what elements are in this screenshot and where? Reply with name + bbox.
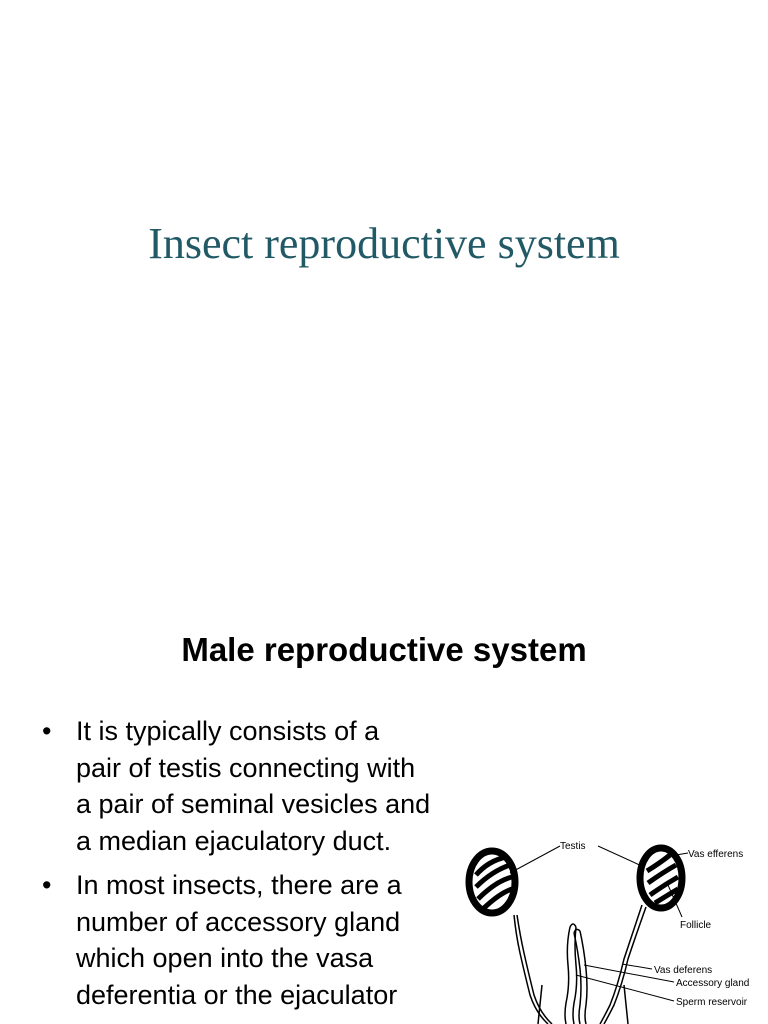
left-testis: [469, 851, 515, 913]
bullet-list: [40, 713, 456, 1021]
male-reproductive-diagram: [462, 835, 768, 1024]
leader-testis-left: [510, 846, 560, 873]
bullet-dot-icon: •: [42, 716, 52, 746]
accessory-gland-right-cap: [574, 929, 580, 933]
bullet-item: [40, 713, 456, 859]
bullet-line: number of accessory gland: [76, 906, 401, 937]
bullet-dot-icon: •: [42, 870, 52, 900]
slide-title-heading: Insect reproductive system: [148, 219, 620, 268]
bullet-line: In most insects, there are a: [76, 870, 402, 900]
label-sperm-reservoir: Sperm reservoir: [676, 997, 748, 1008]
slide-male-reproductive-system: [0, 576, 768, 1024]
diagram-svg: [462, 835, 768, 1024]
left-vas-deferens-2: [517, 915, 552, 1024]
label-accessory-gland: Accessory gland: [676, 978, 750, 989]
bullet-item: [40, 867, 456, 1013]
label-follicle: Follicle: [680, 920, 712, 931]
bullet-line: a median ejaculatory duct.: [76, 825, 392, 856]
right-testis: [640, 848, 682, 908]
accessory-gland-left-cap: [570, 924, 576, 927]
slide-heading: Male reproductive system: [181, 631, 587, 668]
label-vas-deferens: Vas deferens: [654, 965, 713, 976]
bullet-line: pair of testis connecting with: [76, 752, 416, 783]
seminal-vesicle-right: [624, 985, 628, 1024]
bullet-line: It is typically consists of a: [76, 716, 380, 746]
accessory-gland-left: [565, 927, 570, 1024]
label-testis: Testis: [560, 841, 586, 852]
right-vas-deferens-2: [604, 907, 646, 1024]
bullet-line: which open into the vasa: [76, 943, 374, 973]
label-vas-efferens: Vas efferens: [688, 849, 744, 860]
bullet-line: a pair of seminal vesicles and: [76, 789, 431, 819]
leader-testis-right: [598, 846, 644, 867]
bullet-line: deferentia or the ejaculator: [76, 979, 398, 1010]
right-vas-deferens: [600, 905, 642, 1024]
